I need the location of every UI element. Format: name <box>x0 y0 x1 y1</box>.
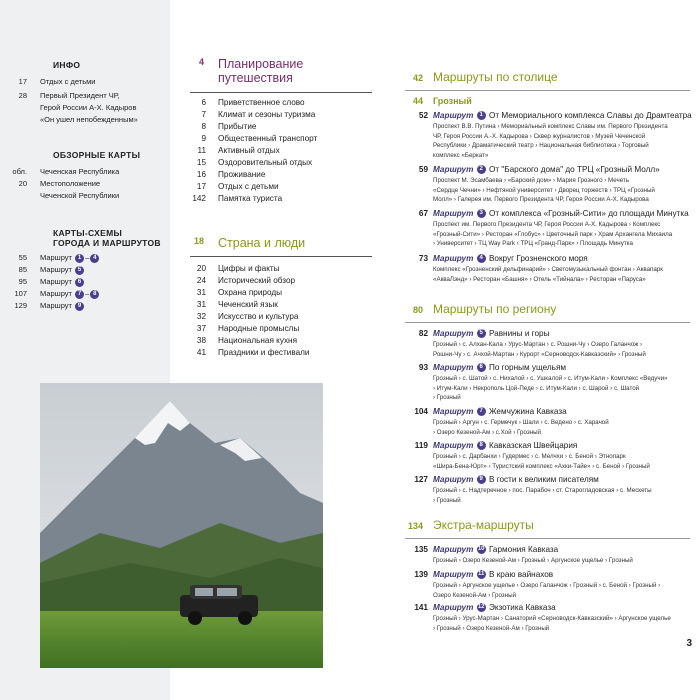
route-entry[interactable]: 59 Маршрут 2 От "Барского дома" до ТРЦ «Грозный Молл» Проспект М. Эсамбаева › «Барский дом» › Мария Грозного › Мечеть «Сердце Чечни» › Нефтяной университет › Дворец торжеств › ТРЦ «Грозный Молл» › Галерея им. Первого Президента ЧР, Героя России А-Х. Кадырова <box>418 165 660 203</box>
capital-heading: 42 Маршруты по столице <box>412 70 558 84</box>
route-entry[interactable]: 119 Маршрут 8 Кавказская Швейцария Грозный › с. Дарбанхи › Гудермес › с. Мелчхи › с. Беной › Этнопарк «Шира-Бена-Юрт» › Туристский комплекс «Ахки-Тайе» › с. Беной › Грозный <box>414 441 650 470</box>
list-item[interactable]: 8 Прибытие <box>201 122 257 131</box>
list-item[interactable]: обл. Чеченская Республика <box>12 167 120 176</box>
list-item[interactable]: 129 Маршрут 9 <box>0 300 170 312</box>
route-badge: 2 <box>477 165 486 174</box>
route-badge: 9 <box>477 475 486 484</box>
route-entry[interactable]: 139 Маршрут 11 В краю вайнахов Грозный › Аргунское ущелье › Озеро Галанчож › Грозный › с. Беной › Грозный › Озеро Кезеной-Ам › Грозный <box>414 570 661 599</box>
route-badge: 7 <box>75 290 84 299</box>
list-item[interactable]: 31 Охрана природы <box>196 288 282 297</box>
route-entry[interactable]: 135 Маршрут 10 Гармония Кавказа Грозный › Озеро Кезеной-Ам › Грозный › Аргунское ущелье › Грозный <box>414 545 633 564</box>
page-number: 3 <box>686 638 692 649</box>
list-item[interactable]: 17 Отдых с детьми <box>196 182 279 191</box>
plan-heading: 4 Планирование путешествия <box>198 57 304 85</box>
list-item[interactable]: 7 Климат и сезоны туризма <box>201 110 316 119</box>
route-badge: 1 <box>477 111 486 120</box>
list-item[interactable]: 20 Местоположение Чеченской Республики <box>18 179 120 200</box>
schemes-list <box>0 252 170 312</box>
list-item[interactable]: 37 Народные промыслы <box>196 324 300 333</box>
country-list <box>190 263 372 359</box>
route-entry[interactable]: 127 Маршрут 9 В гости к великим писателям Грозный › с. Надтеречное › пос. Парабоч › ст. Старогладовская › с. Мескеты › Грозный <box>414 475 652 504</box>
divider <box>190 92 372 93</box>
schemes-section <box>0 228 170 312</box>
route-badge: 5 <box>477 329 486 338</box>
route-badge: 3 <box>477 209 486 218</box>
route-badge: 5 <box>75 266 84 275</box>
schemes-heading: КАРТЫ-СХЕМЫ ГОРОДА И МАРШРУТОВ <box>53 228 161 248</box>
route-badge: 6 <box>75 278 84 287</box>
list-item[interactable]: 17 Отдых с детьми <box>18 77 96 86</box>
mountain-landscape-image <box>40 383 323 668</box>
list-item[interactable]: 24 Исторический обзор <box>196 276 296 285</box>
list-item[interactable]: 28 Первый Президент ЧР, Герой России А-Х. Кадыров «Он ушел непобежденным» <box>18 91 138 124</box>
list-item[interactable]: 9 Общественный транспорт <box>201 134 318 143</box>
route-entry[interactable]: 104 Маршрут 7 Жемчужина Кавказа Грозный › Аргун › с. Гермечук › Шали › с. Ведено › с. Харачой › Озеро Кезеной-Ам › с.Хой › Грозный <box>414 407 609 436</box>
route-badge: 1 <box>75 254 84 263</box>
list-item[interactable]: 31 Чеченский язык <box>196 300 278 309</box>
route-badge: 8 <box>477 441 486 450</box>
route-entry[interactable]: 93 Маршрут 6 По горным ущельям Грозный › с. Шатой › с. Нихалой › с. Ушкалой › с. Итум-Кали › Комплекс «Ведучи» › Итум-Кали › Некрополь Цой-Педе › с. Итум-Кали › с. Шарой › с. Шатой › Грозный <box>418 363 668 401</box>
list-item[interactable]: 11 Активный отдых <box>197 146 280 155</box>
plan-list <box>190 97 372 205</box>
divider <box>405 538 690 539</box>
list-item[interactable]: 38 Национальная кухня <box>196 336 298 345</box>
route-entry[interactable]: 73 Маршрут 4 Вокруг Грозненского моря Комплекс «Грозненский дельфинарий» › Светомузыкальный фонтан › Аквапарк «АкваЛэнд» › Ресторан «Башня» › Отель «Тийнала» › Ресторан «Паруса» <box>418 254 663 283</box>
list-item[interactable]: 142 Памятка туриста <box>192 194 283 203</box>
list-item[interactable]: 55 Маршрут 1 – 4 <box>0 252 170 264</box>
divider <box>405 322 690 323</box>
maps-heading: ОБЗОРНЫЕ КАРТЫ <box>53 150 141 160</box>
route-entry[interactable]: 52 Маршрут 1 От Мемориального комплекса Славы до Драмтеатра Проспект В.В. Путина › Мемориальный комплекс Славы им. Первого Президента ЧР, Героя России А.-Х. Кадырова › Сквер журналистов › Музей Чеченской Республики › Драматический театр › Национальная библиотека › Торговый комплекс «Беркат» <box>418 111 692 159</box>
mountain-photo <box>40 383 323 668</box>
info-heading: ИНФО <box>53 60 81 70</box>
list-item[interactable]: 41 Праздники и фестивали <box>196 348 310 357</box>
region-heading: 80 Маршруты по региону <box>412 302 557 316</box>
list-item[interactable]: 107 Маршрут 7 – 8 <box>0 288 170 300</box>
route-badge: 10 <box>477 546 485 553</box>
extra-heading: 134 Экстра-маршруты <box>407 518 534 532</box>
route-badge: 4 <box>90 254 99 263</box>
list-item[interactable]: 16 Проживание <box>196 170 266 179</box>
grozny-subheading: 44 Грозный <box>412 96 472 106</box>
route-badge: 4 <box>477 254 486 263</box>
list-item[interactable]: 6 Приветственное слово <box>201 98 305 107</box>
maps-section <box>0 150 170 202</box>
country-heading: 18 Страна и люди <box>193 236 306 250</box>
list-item[interactable]: 95 Маршрут 6 <box>0 276 170 288</box>
route-entry[interactable]: 82 Маршрут 5 Равнины и горы Грозный › с. Алхан-Кала › Урус-Мартан › с. Рошни-Чу › Озеро Галанчож › Рошни-Чу › с. Ачхой-Мартан › Курорт «Серноводск-Кавказский» › Грозный <box>418 329 646 358</box>
route-badge: 7 <box>477 407 486 416</box>
route-badge: 8 <box>90 290 99 299</box>
list-item[interactable]: 32 Искусство и культура <box>196 312 299 321</box>
divider <box>190 256 372 257</box>
route-badge: 12 <box>477 604 485 611</box>
route-badge: 11 <box>478 571 485 578</box>
route-entry[interactable]: 67 Маршрут 3 От комплекса «Грозный-Сити» до площади Минутка Проспект им. Первого Президента ЧР, Героя России А-Х. Кадырова › Комплекс «Грозный-Сити» › Ресторан «Глобус» › Цветочный парк › Храм Архангела Михаила › Университет › ТЦ Way Park › ТРЦ «Гранд-Парк» › Площадь Минутка <box>418 209 689 247</box>
route-badge: 9 <box>75 302 84 311</box>
route-badge: 6 <box>477 363 486 372</box>
list-item[interactable]: 85 Маршрут 5 <box>0 264 170 276</box>
divider <box>405 90 690 91</box>
info-section <box>0 60 170 126</box>
list-item[interactable]: 20 Цифры и факты <box>196 264 280 273</box>
list-item[interactable]: 15 Оздоровительный отдых <box>196 158 313 167</box>
route-entry[interactable]: 141 Маршрут 12 Экзотика Кавказа Грозный › Урус-Мартан › Санаторий «Серноводск-Кавказский» › Аргунское ущелье › Грозный › Озеро Кезеной-Ам › Грозный <box>414 603 671 632</box>
